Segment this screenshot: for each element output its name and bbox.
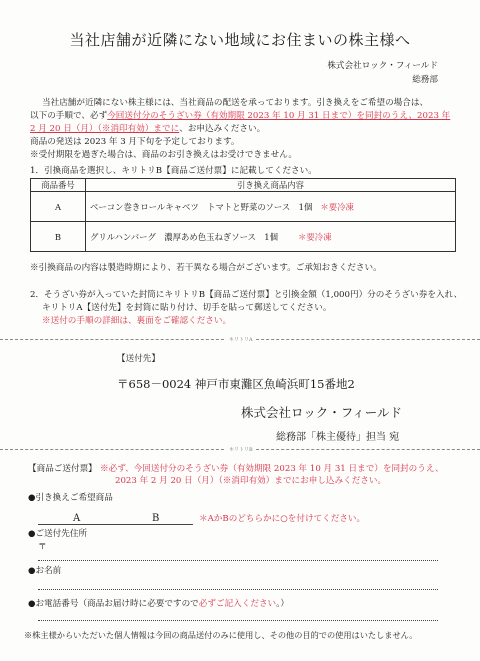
table-header bbox=[31, 179, 456, 192]
address-field[interactable] bbox=[38, 560, 438, 561]
row-content: ベーコン巻きロールキャベツ トマトと野菜のソース 1個 ＊要冷凍 bbox=[86, 192, 456, 222]
form-notice-2: 2023 年 2 月 20 日（月）（※消印有効）までにお申し込みください。 bbox=[115, 476, 387, 486]
name-label: ●お名前 bbox=[28, 566, 62, 576]
header-content: 引き換え商品内容 bbox=[86, 179, 456, 192]
table-row bbox=[31, 222, 456, 252]
option-a[interactable]: A bbox=[73, 513, 81, 524]
name-field[interactable] bbox=[38, 589, 438, 590]
deadline-date: 2 月 20 日（月）（※消印有効）までに bbox=[30, 124, 180, 134]
page-title: 当社店舗が近隣にない地域にお住まいの株主様へ bbox=[69, 31, 411, 49]
option-b[interactable]: B bbox=[152, 513, 160, 524]
intro-line-5: ※受付期限を過ぎた場合は、商品のお引き換えはお受けできません。 bbox=[30, 150, 297, 160]
choice-label: ●引き換えご希望商品 bbox=[28, 493, 113, 503]
choice-note: ＊AかBのどちらかに○を付けてください。 bbox=[199, 514, 366, 524]
step-2-line-1: 2．そうざい券が入っていた封筒にキリトリB【商品ご送付票】と引換金額（1,000円）分のそうざい券を入れ、 bbox=[30, 290, 463, 300]
choice-line bbox=[38, 524, 193, 525]
frozen-note: ＊要冷凍 bbox=[320, 201, 354, 212]
cut-label-a: キリトリA bbox=[226, 336, 256, 343]
phone-field[interactable] bbox=[38, 620, 438, 621]
intro-line-3: 2 月 20 日（月）（※消印有効）までに、お申込みください。 bbox=[30, 124, 266, 134]
row-content: グリルハンバーグ 濃厚あめ色玉ねぎソース 1個 ＊要冷凍 bbox=[86, 222, 456, 252]
step-2-line-2: キリトリA【送付先】を封筒に貼り付け、切手を貼って郵送してください。 bbox=[42, 303, 332, 313]
address-label: ●ご送付先住所 bbox=[28, 529, 88, 539]
send-to-attn: 総務部「株主優待」担当 宛 bbox=[276, 432, 400, 443]
cut-label-b: キリトリB bbox=[226, 446, 256, 453]
send-to-label: 【送付先】 bbox=[117, 354, 160, 364]
table-note: ※引換商品の内容は製造時期により、若干異なる場合がございます。ご承知おきください。 bbox=[30, 263, 382, 273]
product-table bbox=[30, 178, 456, 252]
table-row bbox=[31, 192, 456, 222]
sender-dept: 総務部 bbox=[412, 75, 438, 85]
privacy-note: ※株主様からいただいた個人情報は今回の商品送付のみに使用し、その他の目的での使用はいたしません。 bbox=[24, 630, 418, 640]
intro-line-4: 商品の発送は 2023 年 3 月下旬を予定しております。 bbox=[30, 137, 240, 147]
deadline-ticket: 今回送付分のそうざい券（有効期限 2023 年 10 月 31 日まで）を同封のうえ、2023 年 bbox=[107, 111, 451, 121]
row-code: B bbox=[31, 222, 86, 252]
frozen-note: ＊要冷凍 bbox=[297, 231, 332, 242]
phone-label: ●お電話番号（商品お届け時に必要ですので必ずご記入ください。） bbox=[28, 599, 290, 609]
phone-required: 必ずご記入ください bbox=[198, 599, 277, 609]
intro-line-1: 当社店舗が近隣にない株主様には、当社商品の配送を承っております。引き換えをご希望の場合は、 bbox=[42, 98, 429, 108]
sender-company: 株式会社ロック・フィールド bbox=[327, 61, 438, 71]
step-1: 1．引換商品を選択し、キリトリB【商品ご送付票】に記載してください。 bbox=[30, 166, 317, 176]
row-code: A bbox=[31, 192, 86, 222]
send-to-company: 株式会社ロック・フィールド bbox=[241, 405, 403, 420]
form-notice-1: ※必ず、今回送付分のそうざい券（有効期限 2023 年 10 月 31 日まで）を同封のうえ、 bbox=[100, 464, 444, 474]
send-to-address: 〒658－0024 神戸市東灘区魚崎浜町15番地2 bbox=[117, 377, 355, 391]
postal-mark: 〒 bbox=[38, 542, 47, 552]
intro-line-2: 以下の手順で、必ず今回送付分のそうざい券（有効期限 2023 年 10 月 31 日まで）を同封のうえ、2023 年 bbox=[30, 111, 451, 121]
form-label: 【商品ご送付票】 bbox=[28, 464, 97, 474]
header-code: 商品番号 bbox=[31, 179, 86, 192]
step-2-line-3: ※送付の手順の詳細は、裏面をご確認ください。 bbox=[42, 316, 232, 326]
